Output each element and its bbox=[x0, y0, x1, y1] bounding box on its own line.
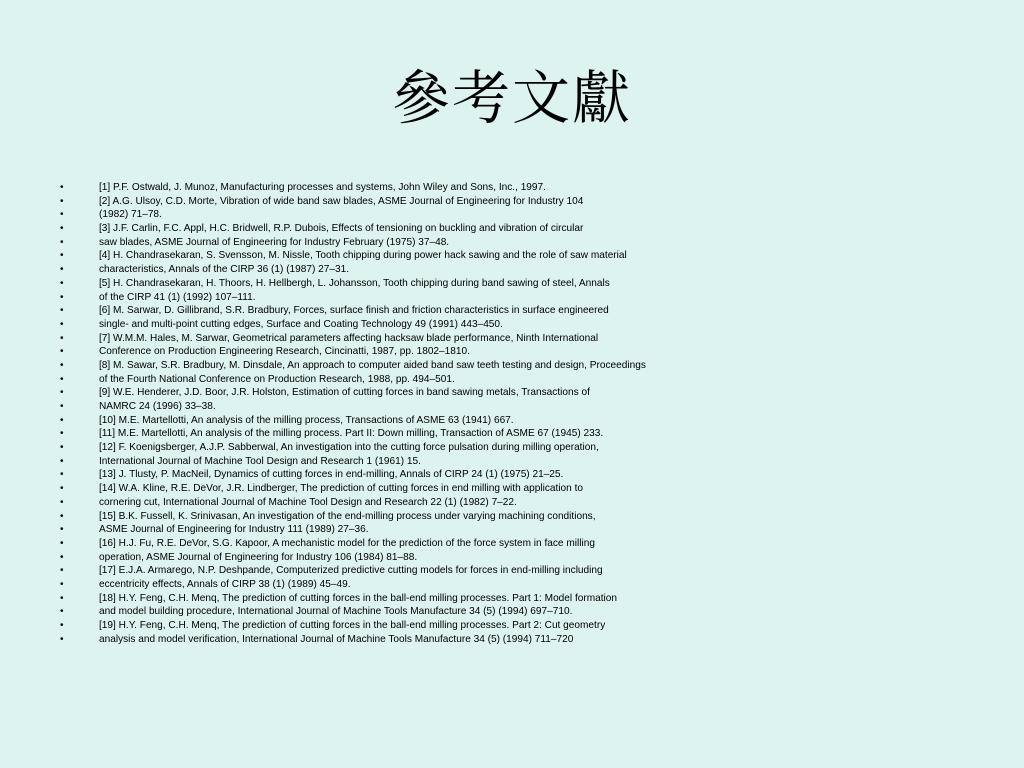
reference-text: [10] M.E. Martellotti, An analysis of the milling process, Transactions of ASME 63 (1941) 667. bbox=[99, 414, 514, 426]
reference-line bbox=[60, 482, 1000, 496]
reference-line bbox=[60, 619, 1000, 633]
reference-line bbox=[60, 523, 1000, 537]
bullet-icon: • bbox=[60, 565, 64, 577]
bullet-icon: • bbox=[60, 442, 64, 454]
reference-line bbox=[60, 195, 1000, 209]
bullet-icon: • bbox=[60, 195, 64, 207]
bullet-icon: • bbox=[60, 236, 64, 248]
bullet-icon: • bbox=[60, 291, 64, 303]
reference-line bbox=[60, 291, 1000, 305]
reference-text: ASME Journal of Engineering for Industry 111 (1989) 27–36. bbox=[99, 524, 369, 536]
reference-line bbox=[60, 551, 1000, 565]
reference-text: saw blades, ASME Journal of Engineering for Industry February (1975) 37–48. bbox=[99, 236, 450, 248]
reference-line bbox=[60, 304, 1000, 318]
bullet-icon: • bbox=[60, 305, 64, 317]
bullet-icon: • bbox=[60, 387, 64, 399]
reference-line bbox=[60, 277, 1000, 291]
bullet-icon: • bbox=[60, 182, 64, 193]
reference-text: NAMRC 24 (1996) 33–38. bbox=[99, 401, 216, 412]
reference-line bbox=[60, 386, 1000, 400]
bullet-icon: • bbox=[60, 524, 64, 536]
reference-text: [8] M. Sawar, S.R. Bradbury, M. Dinsdale, An approach to computer aided band saw teeth testing and design, Proceedings bbox=[99, 359, 646, 371]
reference-line bbox=[60, 564, 1000, 578]
bullet-icon: • bbox=[60, 401, 64, 412]
reference-text: [17] E.J.A. Armarego, N.P. Deshpande, Computerized predictive cutting models for forces in end-milling including bbox=[99, 565, 603, 577]
bullet-icon: • bbox=[60, 510, 64, 522]
bullet-icon: • bbox=[60, 209, 64, 221]
reference-text: [6] M. Sarwar, D. Gillibrand, S.R. Bradbury, Forces, surface finish and friction characteristics in surface engineered bbox=[99, 305, 609, 317]
reference-text: [15] B.K. Fussell, K. Srinivasan, An investigation of the end-milling process under varying machining conditions, bbox=[99, 510, 596, 522]
reference-line bbox=[60, 345, 1000, 359]
reference-line bbox=[60, 414, 1000, 428]
bullet-icon: • bbox=[60, 578, 64, 590]
bullet-icon: • bbox=[60, 250, 64, 262]
reference-text: [12] F. Koenigsberger, A.J.P. Sabberwal, An investigation into the cutting force pulsation during milling operation, bbox=[99, 442, 599, 454]
bullet-icon: • bbox=[60, 633, 64, 645]
reference-text: [18] H.Y. Feng, C.H. Menq, The prediction of cutting forces in the ball-end milling processes. Part 1: Model formation bbox=[99, 592, 618, 604]
reference-line bbox=[60, 468, 1000, 482]
reference-text: [7] W.M.M. Hales, M. Sarwar, Geometrical parameters affecting hacksaw blade performance, Ninth International bbox=[99, 332, 599, 344]
reference-line bbox=[60, 208, 1000, 222]
bullet-icon: • bbox=[60, 346, 64, 358]
bullet-icon: • bbox=[60, 332, 64, 344]
bullet-icon: • bbox=[60, 455, 64, 467]
reference-text: (1982) 71–78. bbox=[99, 209, 162, 221]
reference-text: single- and multi-point cutting edges, Surface and Coating Technology 49 (1991) 443–450. bbox=[99, 318, 503, 330]
bullet-icon: • bbox=[60, 277, 64, 289]
bullet-icon: • bbox=[60, 483, 64, 495]
bullet-icon: • bbox=[60, 620, 64, 631]
bullet-icon: • bbox=[60, 496, 64, 508]
reference-text: [16] H.J. Fu, R.E. DeVor, S.G. Kapoor, A mechanistic model for the prediction of the force system in face milling bbox=[99, 537, 595, 549]
slide-title: 參考文獻 bbox=[391, 64, 632, 132]
reference-line bbox=[60, 373, 1000, 387]
reference-line bbox=[60, 510, 1000, 524]
bullet-icon: • bbox=[60, 223, 64, 235]
reference-line bbox=[60, 578, 1000, 592]
reference-text: analysis and model verification, International Journal of Machine Tools Manufacture 34 (5) (1994) 711–720 bbox=[99, 633, 574, 645]
reference-text: of the CIRP 41 (1) (1992) 107–111. bbox=[99, 291, 256, 303]
reference-line bbox=[60, 427, 1000, 441]
reference-text: [13] J. Tlusty, P. MacNeil, Dynamics of cutting forces in end-milling, Annals of CIRP 24 (1) (1975) 21–25. bbox=[99, 469, 564, 481]
reference-line bbox=[60, 181, 1000, 195]
reference-line bbox=[60, 441, 1000, 455]
reference-line bbox=[60, 605, 1000, 619]
reference-text: characteristics, Annals of the CIRP 36 (1) (1987) 27–31. bbox=[99, 264, 350, 276]
reference-line bbox=[60, 222, 1000, 236]
bullet-icon: • bbox=[60, 592, 64, 604]
reference-line bbox=[60, 592, 1000, 606]
reference-text: operation, ASME Journal of Engineering for Industry 106 (1984) 81–88. bbox=[99, 551, 418, 563]
reference-text: International Journal of Machine Tool Design and Research 1 (1961) 15. bbox=[99, 455, 421, 467]
reference-text: [5] H. Chandrasekaran, H. Thoors, H. Hellbergh, L. Johansson, Tooth chipping during band sawing of steel, Annals bbox=[99, 277, 610, 289]
reference-line bbox=[60, 318, 1000, 332]
reference-text: [1] P.F. Ostwald, J. Munoz, Manufacturing processes and systems, John Wiley and Sons, Inc., 1997. bbox=[99, 182, 546, 193]
bullet-icon: • bbox=[60, 428, 64, 440]
reference-line bbox=[60, 496, 1000, 510]
bullet-icon: • bbox=[60, 264, 64, 276]
reference-text: of the Fourth National Conference on Production Research, 1988, pp. 494–501. bbox=[99, 373, 455, 385]
reference-text: [3] J.F. Carlin, F.C. Appl, H.C. Bridwell, R.P. Dubois, Effects of tensioning on buckling and vibration of circular bbox=[99, 223, 584, 235]
reference-line bbox=[60, 263, 1000, 277]
bullet-icon: • bbox=[60, 537, 64, 549]
bullet-icon: • bbox=[60, 606, 64, 618]
bullet-icon: • bbox=[60, 359, 64, 371]
reference-text: [14] W.A. Kline, R.E. DeVor, J.R. Lindberger, The prediction of cutting forces in end milling with application to bbox=[99, 483, 584, 495]
bullet-icon: • bbox=[60, 318, 64, 330]
reference-text: [11] M.E. Martellotti, An analysis of the milling process. Part II: Down milling, Transaction of ASME 67 (1945) 233. bbox=[99, 428, 604, 440]
bullet-icon: • bbox=[60, 414, 64, 426]
reference-text: [9] W.E. Henderer, J.D. Boor, J.R. Holston, Estimation of cutting forces in band sawing metals, Transactions of bbox=[99, 387, 590, 399]
reference-line bbox=[60, 332, 1000, 346]
reference-line bbox=[60, 537, 1000, 551]
reference-text: eccentricity effects, Annals of CIRP 38 (1) (1989) 45–49. bbox=[99, 578, 351, 590]
reference-text: [2] A.G. Ulsoy, C.D. Morte, Vibration of wide band saw blades, ASME Journal of Engineering for Industry 104 bbox=[99, 195, 584, 207]
reference-line bbox=[60, 249, 1000, 263]
bullet-icon: • bbox=[60, 469, 64, 481]
reference-line bbox=[60, 236, 1000, 250]
reference-line bbox=[60, 633, 1000, 647]
references-list bbox=[60, 181, 1000, 646]
bullet-icon: • bbox=[60, 373, 64, 385]
reference-line bbox=[60, 359, 1000, 373]
reference-text: and model building procedure, International Journal of Machine Tools Manufacture 34 (5) (1994) 697–710. bbox=[99, 606, 573, 618]
reference-text: cornering cut, International Journal of Machine Tool Design and Research 22 (1) (1982) 7–22. bbox=[99, 496, 517, 508]
reference-text: [4] H. Chandrasekaran, S. Svensson, M. Nissle, Tooth chipping during power hack sawing and the role of saw material bbox=[99, 250, 627, 262]
reference-line bbox=[60, 400, 1000, 414]
reference-text: [19] H.Y. Feng, C.H. Menq, The prediction of cutting forces in the ball-end milling processes. Part 2: Cut geometry bbox=[99, 620, 606, 631]
bullet-icon: • bbox=[60, 551, 64, 563]
reference-text: Conference on Production Engineering Research, Cincinatti, 1987, pp. 1802–1810. bbox=[99, 346, 470, 358]
reference-line bbox=[60, 455, 1000, 469]
